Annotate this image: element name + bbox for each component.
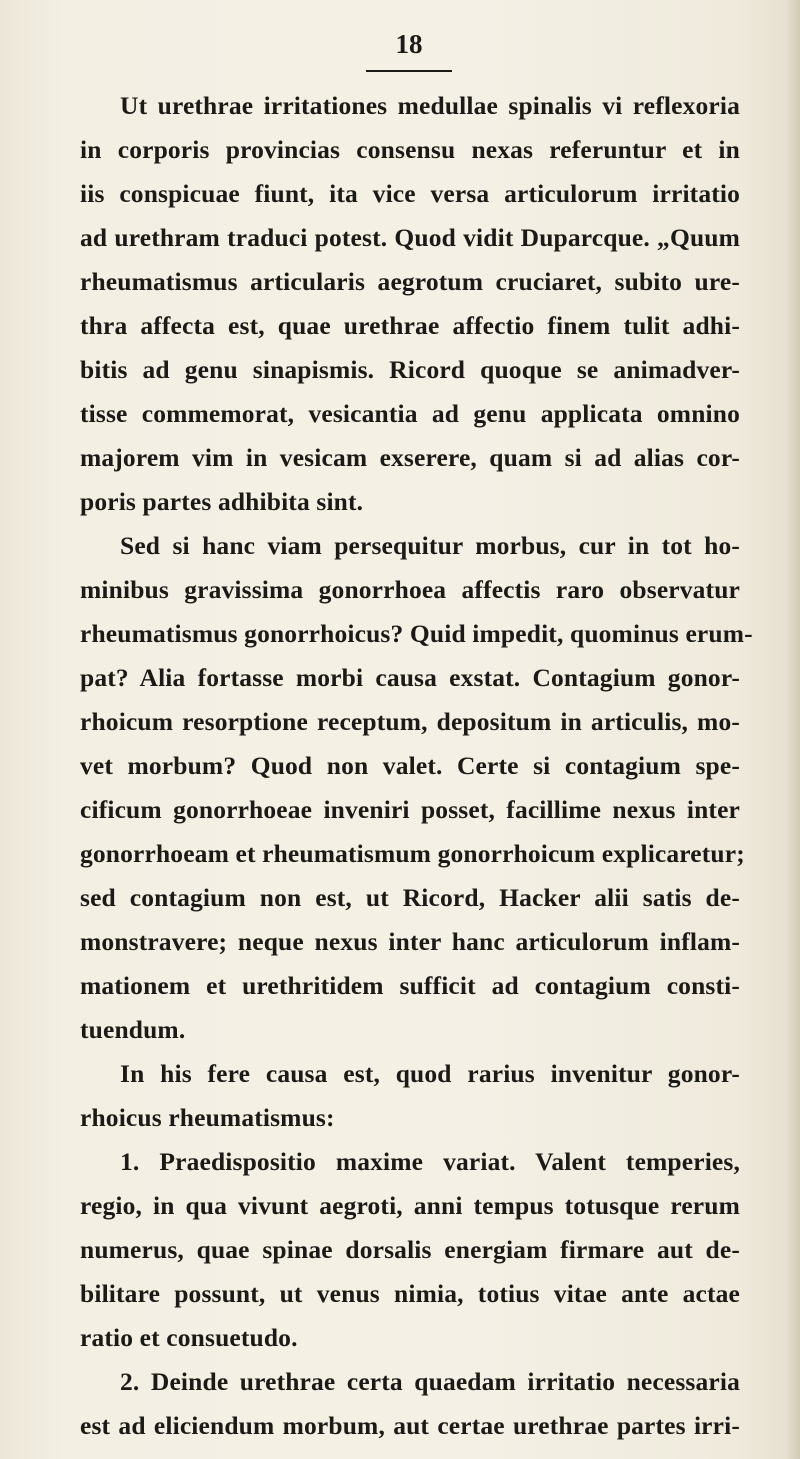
text-line: poris partes adhibita sint. [80,487,364,516]
text-line: 1. Praedispositio maxime variat. Valent temperies, [120,1147,740,1176]
page-number-rule [366,70,452,72]
text-line: tisse commemorat, vesicantia ad genu applicata omnino [80,399,740,428]
text-line: Sed si hanc viam persequitur morbus, cur in tot ho- [120,531,740,560]
text-line: sed contagium non est, ut Ricord, Hacker alii satis de- [80,883,740,912]
text-line: bitis ad genu sinapismis. Ricord quoque se animadver- [80,355,740,384]
page-number: 18 [395,29,423,59]
text-line: gonorrhoeam et rheumatismum gonorrhoicum explicaretur; [80,839,745,868]
text-line: 2. Deinde urethrae certa quaedam irritatio necessaria [120,1367,740,1396]
text-line: minibus gravissima gonorrhoea affectis raro observatur [80,575,740,604]
text-line: in corporis provincias consensu nexas referuntur et in [80,135,740,164]
text-line: pat? Alia fortasse morbi causa exstat. Contagium gonor- [80,663,740,692]
body-text [80,84,753,1448]
text-line: est ad eliciendum morbum, aut certae urethrae partes irri- [80,1411,740,1440]
text-line: thra affecta est, quae urethrae affectio finem tulit adhi- [80,311,740,340]
text-line: majorem vim in vesicam exserere, quam si ad alias cor- [80,443,740,472]
text-line: Ut urethrae irritationes medullae spinalis vi reflexoria [120,91,740,120]
text-line: regio, in qua vivunt aegroti, anni tempus totusque rerum [80,1191,740,1220]
text-line: mationem et urethritidem sufficit ad contagium consti- [80,971,740,1000]
text-line: cificum gonorrhoeae inveniri posset, facillime nexus inter [80,795,740,824]
text-line: vet morbum? Quod non valet. Certe si contagium spe- [80,751,740,780]
text-line: rhoicus rheumatismus: [80,1103,335,1132]
text-line: rheumatismus articularis aegrotum cruciaret, subito ure- [80,267,740,296]
text-line: rhoicum resorptione receptum, depositum in articulis, mo- [80,707,740,736]
text-line: iis conspicuae fiunt, ita vice versa articulorum irritatio [80,179,740,208]
text-line: ad urethram traduci potest. Quod vidit Duparcque. „Quum [80,223,740,252]
text-line: monstravere; neque nexus inter hanc articulorum inflam- [80,927,740,956]
text-line: ratio et consuetudo. [80,1323,298,1352]
text-line: tuendum. [80,1015,186,1044]
text-line: rheumatismus gonorrhoicus? Quid impedit, quominus erum- [80,619,753,648]
text-line: numerus, quae spinae dorsalis energiam firmare aut de- [80,1235,740,1264]
page-edge-shadow [786,0,800,1459]
text-line: bilitare possunt, ut venus nimia, totius vitae ante actae [80,1279,740,1308]
text-line: In his fere causa est, quod rarius invenitur gonor- [120,1059,740,1088]
